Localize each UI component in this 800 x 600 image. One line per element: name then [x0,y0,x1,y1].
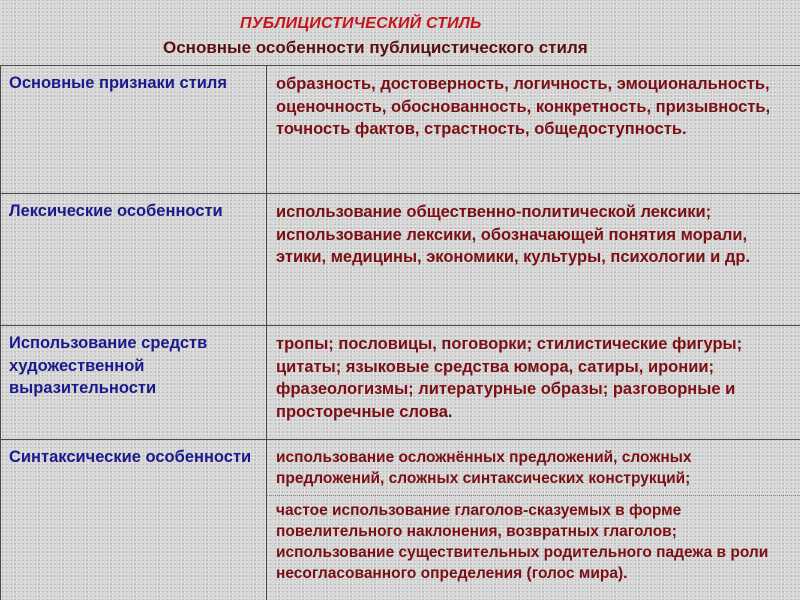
table-row [1,66,800,194]
row-label-syntax: Синтаксические особенности [1,440,267,600]
row-value-syntax [267,440,800,600]
value-text: частое использование глаголов-сказуемых в форме повелительного наклонения, возвратных глаголов; [276,502,682,540]
value-text: использование общественно-политической лексики; [276,203,712,221]
row-value-lexical [267,194,800,326]
table-row [1,326,800,440]
table-row [1,194,800,326]
row-label-expressive-means: Использование средств художественной выразительности [1,326,267,440]
value-text: тропы; пословицы, поговорки; стилистические фигуры; цитаты; языковые средства юмора, сатиры, иронии; фразеологизмы; литературные образы; разговорные и просторечные слова. [276,335,743,421]
divider [267,495,800,496]
value-text: использование существительных родительного падежа в роли несогласованного определения (голос мира). [276,544,769,582]
row-value-expressive-means [267,326,800,440]
row-label-main-features: Основные признаки стиля [1,66,267,194]
slide-subtitle: Основные особенности публицистического стиля [163,38,588,57]
value-text: использование лексики, обозначающей понятия морали, этики, медицины, экономики, культуры, психологии и др. [276,225,751,266]
row-value-main-features [267,66,800,194]
table-row [1,440,800,600]
features-table [0,65,800,600]
row-label-lexical: Лексические особенности [1,194,267,326]
value-text: образность, достоверность, логичность, эмоциональность, оценочность, обоснованность, конкретность, призывность, точность фактов, страстность, общедоступность. [276,75,771,138]
slide-title: ПУБЛИЦИСТИЧЕСКИЙ СТИЛЬ [240,15,482,32]
value-text: использование осложнённых предложений, сложных предложений, сложных синтаксических конструкций; [276,449,692,487]
